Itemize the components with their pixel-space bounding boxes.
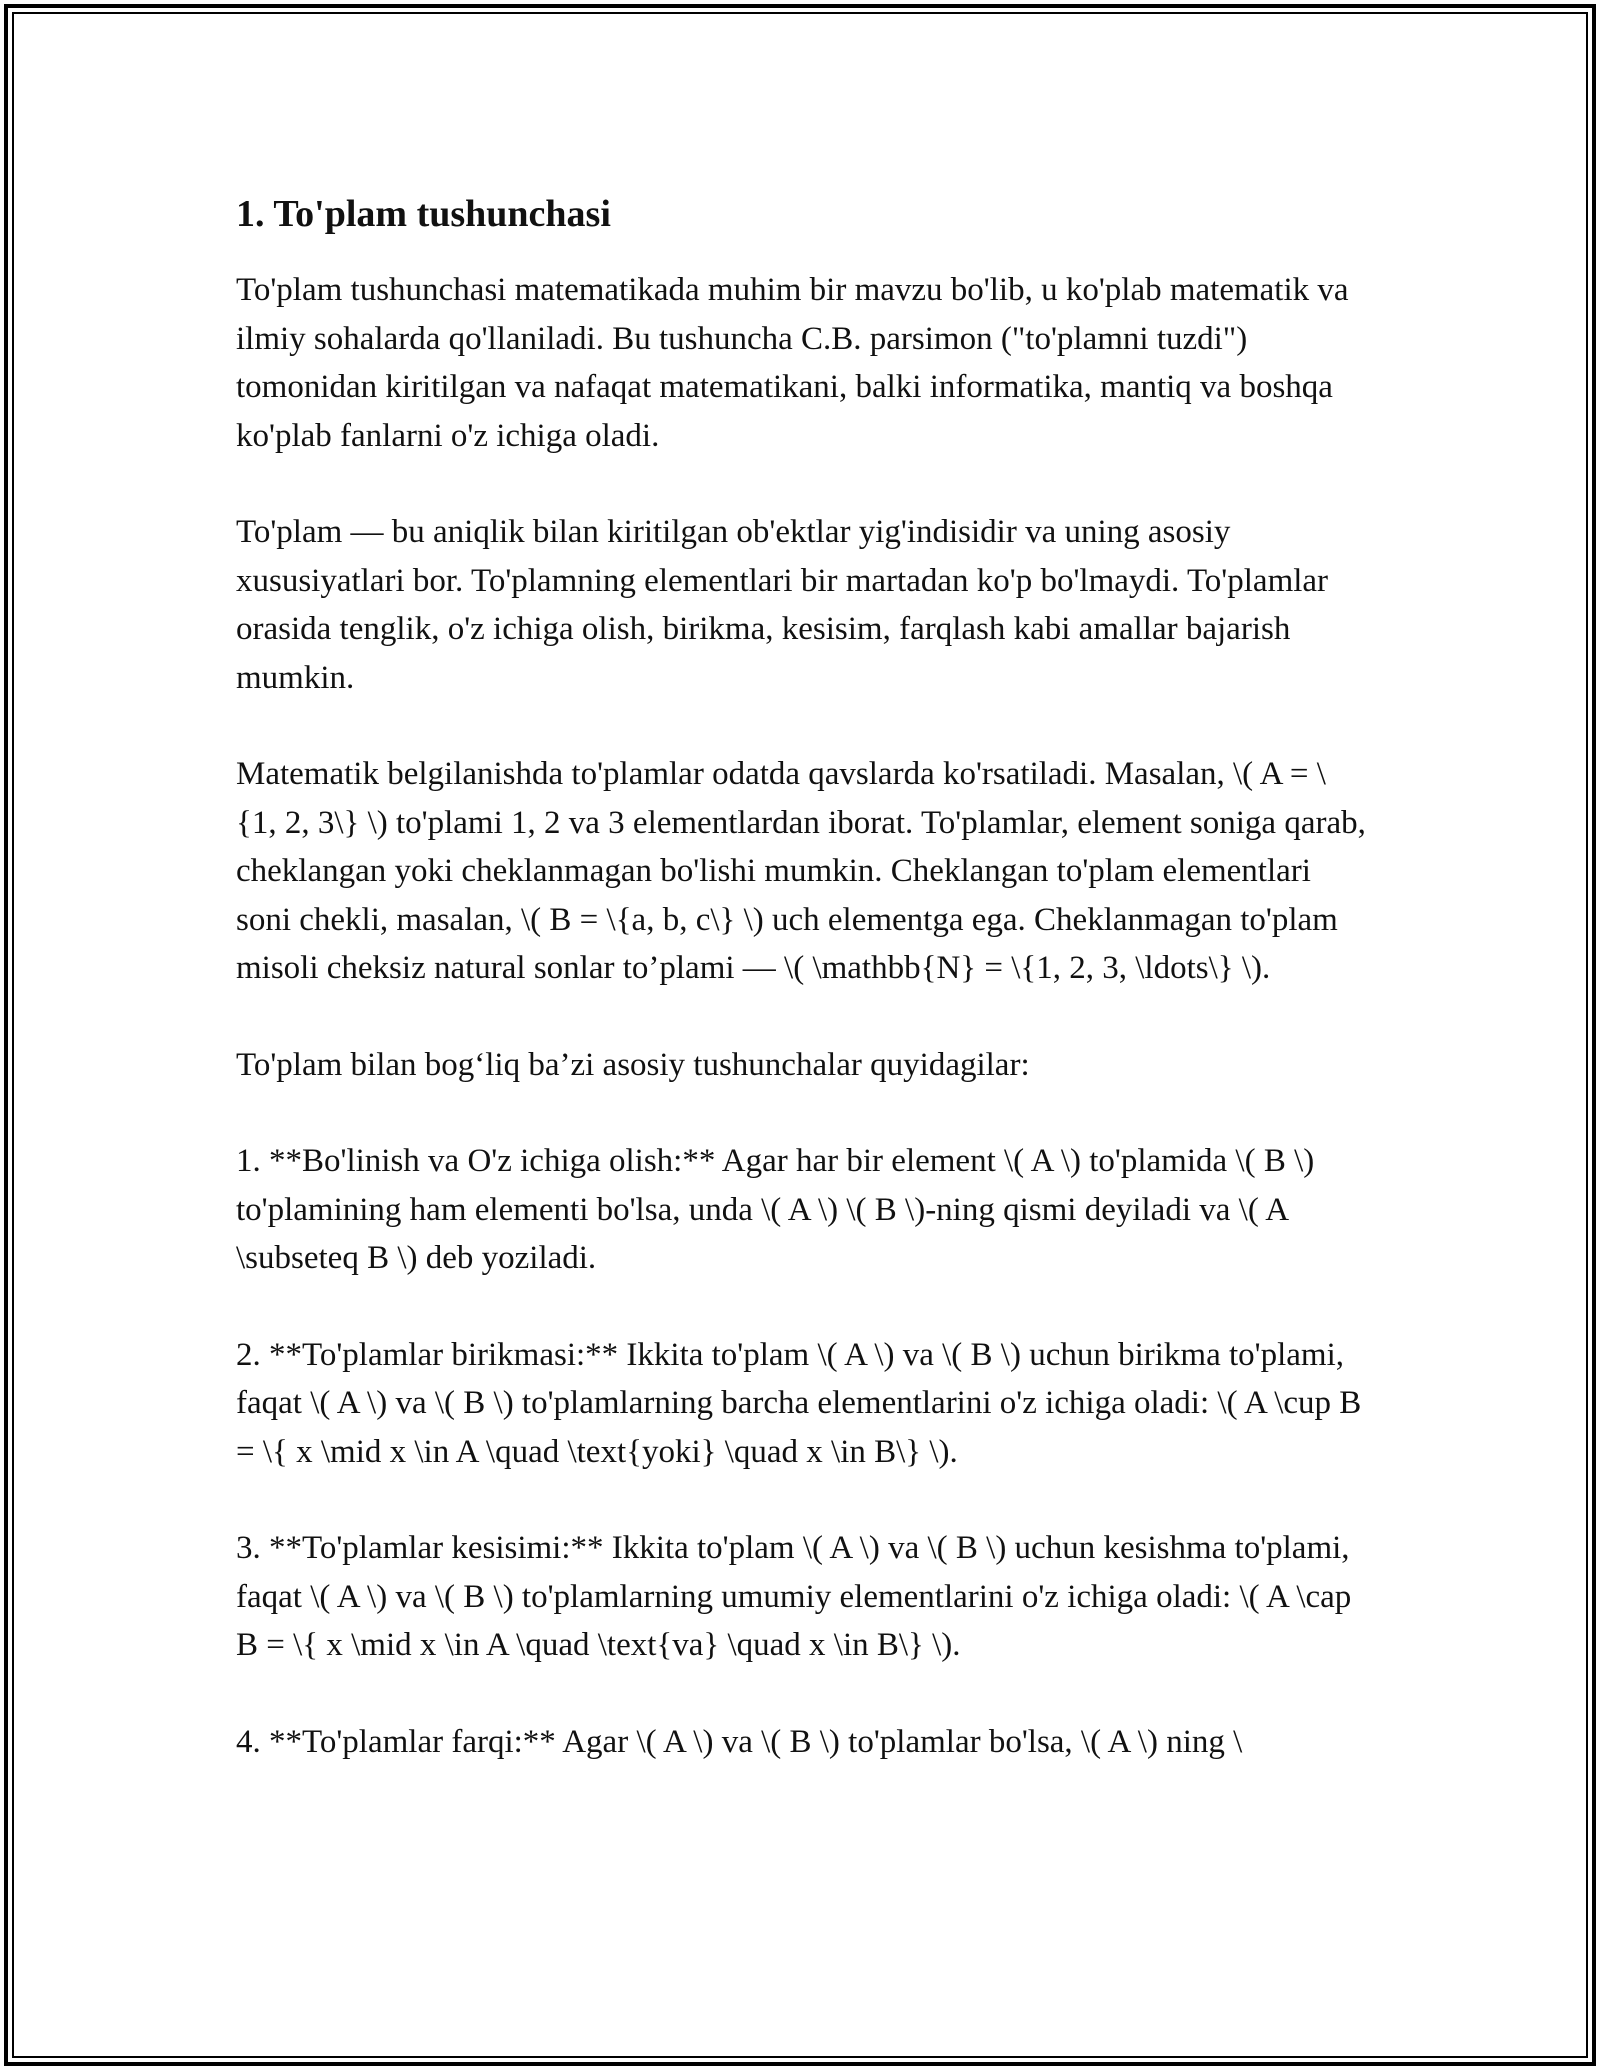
list-item-subset: 1. **Bo'linish va O'z ichiga olish:** Agar har bir element \( A \) to'plamida \( B \) to'plamining ham elementi bo'lsa, unda \( A \) \( B \)-ning qismi deyiladi va \( A \subseteq B \) deb yoziladi. xyxy=(236,1143,1315,1276)
paragraph-definition: To'plam — bu aniqlik bilan kiritilgan ob'ektlar yig'indisidir va uning asosiy xususiyatlari bor. To'plamning elementlari bir martadan ko'p bo'lmaydi. To'plamlar orasida tenglik, o'z ichiga olish, birikma, kesisim, farqlash kabi amallar bajarish mumkin. xyxy=(236,514,1329,696)
paragraph-intro: To'plam tushunchasi matematikada muhim bir mavzu bo'lib, u ko'plab matematik va ilmiy sohalarda qo'llaniladi. Bu tushuncha C.B. parsimon ("to'plamni tuzdi") tomonidan kiritilgan va nafaqat matematikani, balki informatika, mantiq va boshqa ko'plab fanlarni o'z ichiga oladi. xyxy=(236,272,1349,454)
document-body xyxy=(236,184,1366,1814)
list-item-difference: 4. **To'plamlar farqi:** Agar \( A \) va \( B \) to'plamlar bo'lsa, \( A \) ning \ xyxy=(236,1723,1243,1760)
paragraph-list-intro: To'plam bilan bog‘liq ba’zi asosiy tushunchalar quyidagilar: xyxy=(236,1046,1030,1083)
section-heading: 1. To'plam tushunchasi xyxy=(236,193,611,235)
paragraph-notation: Matematik belgilanishda to'plamlar odatda qavslarda ko'rsatiladi. Masalan, \( A = \{1, 2, 3\} \) to'plami 1, 2 va 3 elementlardan iborat. To'plamlar, element soniga qarab, cheklangan yoki cheklanmagan bo'lishi mumkin. Cheklangan to'plam elementlari soni chekli, masalan, \( B = \{a, b, c\} \) uch elementga ega. Cheklanmagan to'plam misoli cheksiz natural sonlar to’plami — \( \mathbb{N} = \{1, 2, 3, \ldots\} \). xyxy=(236,756,1366,986)
list-item-union: 2. **To'plamlar birikmasi:** Ikkita to'plam \( A \) va \( B \) uchun birikma to'plami, faqat \( A \) va \( B \) to'plamlarning barcha elementlarini o'z ichiga oladi: \( A \cup B = \{ x \mid x \in A \quad \text{yoki} \quad x \in B\} \). xyxy=(236,1336,1362,1470)
list-item-intersection: 3. **To'plamlar kesisimi:** Ikkita to'plam \( A \) va \( B \) uchun kesishma to'plami, faqat \( A \) va \( B \) to'plamlarning umumiy elementlarini o'z ichiga oladi: \( A \cap B = \{ x \mid x \in A \quad \text{va} \quad x \in B\} \). xyxy=(236,1530,1352,1663)
